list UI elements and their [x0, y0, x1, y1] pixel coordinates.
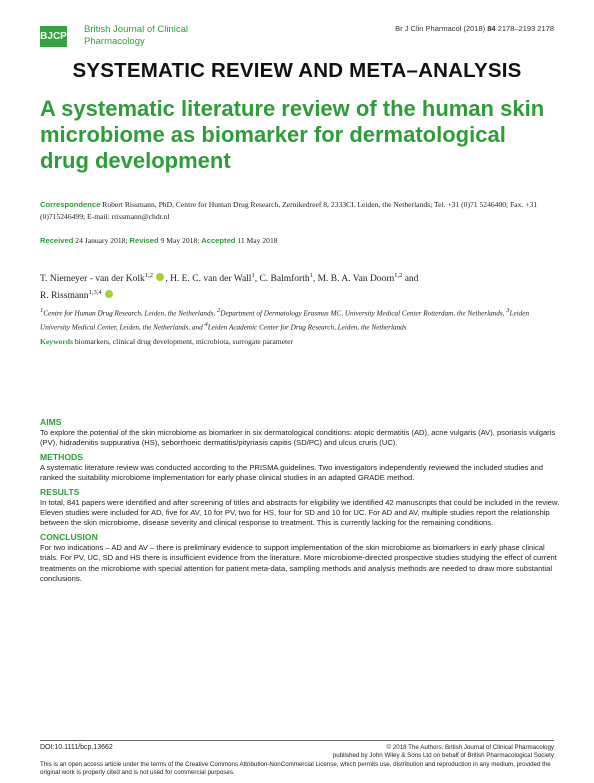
article-dates [40, 235, 560, 247]
page-range: 2178–2193 2178 [497, 24, 554, 33]
copyright-line2: published by John Wiley & Sons Ltd on behalf of British Pharmacological Society [332, 752, 554, 759]
page-header [40, 20, 554, 50]
received-date: 24 January 2018; [75, 236, 128, 245]
orcid-icon[interactable] [105, 290, 113, 298]
author-affiliation-sup: 1,2 [144, 272, 153, 279]
affiliation-text: Department of Dermatology Erasmus MC, University Medical Center Rotterdam, the Netherlands, [220, 309, 507, 318]
footer-divider [40, 740, 554, 741]
methods-heading: METHODS [40, 451, 83, 462]
accepted-date: 11 May 2018 [237, 236, 278, 245]
affiliation-number: 4 [204, 321, 208, 329]
journal-logo: BJCP [40, 26, 67, 47]
article-type-label: SYSTEMATIC REVIEW AND META–ANALYSIS [72, 59, 522, 82]
author-name: , H. E. C. van der Wall [165, 274, 252, 285]
article-title: A systematic literature review of the human skin microbiome as biomarker for dermatological drug development [40, 96, 545, 173]
affiliation-number: 2 [217, 307, 221, 314]
affiliation-text: Leiden Academic Center for Drug Research, Leiden, the Netherlands [207, 323, 407, 332]
affiliation-text: Leiden University Medical Center, Leiden, the Netherlands, and [40, 309, 530, 332]
revised-date: 9 May 2018; [160, 236, 200, 245]
author-affiliation-sup: 1 [309, 272, 313, 279]
copyright [333, 744, 554, 760]
author-name: , C. Balmforth [254, 274, 310, 285]
volume-number: 84 [487, 24, 496, 33]
accepted-label: Accepted [201, 236, 236, 245]
affiliation-number: 1 [40, 307, 44, 314]
doi-link[interactable]: DOI:10.1111/bcp.13662 [40, 744, 113, 751]
copyright-line1: © 2018 The Authors. British Journal of Clinical Pharmacology [386, 744, 554, 751]
correspondence-text: Robert Rissmann, PhD, Centre for Human Drug Research, Zernikedreef 8, 2333CL Leiden, the Netherlands; Tel. +31 (0)71 5246400; Fax. +31 (0)715246499; E-mail: rrissmann@chdr.nl [40, 200, 538, 221]
journal-name-line2: Pharmacology [84, 36, 145, 47]
orcid-icon[interactable] [156, 273, 164, 281]
correspondence-label: Correspondence [40, 200, 101, 209]
affiliation-number: 3 [506, 307, 510, 314]
keywords-label: Keywords [40, 337, 73, 346]
page-footer [40, 740, 554, 777]
author-conjunction: and [402, 274, 419, 285]
keywords [40, 337, 560, 346]
author-affiliation-sup: 1,3,4 [88, 289, 102, 297]
journal-name-line1: British Journal of Clinical [84, 24, 189, 35]
correspondence [40, 199, 560, 223]
methods-text: A systematic literature review was conducted according to the PRISMA guidelines. Two investigators independently reviewed the included studies and ranked the suitability microbiome implementation for early phase clinical studies in an adapted GRADE method. [40, 462, 544, 483]
conclusion-text: For two indications – AD and AV – there is preliminary evidence to support implementation of the skin microbiome as biomarkers in early phase clinical trials. For PV, UC, SD and HS there is insufficient evidence from the literature. More microbiome-directed prospective studies studying the effect of current treatments on the microbiome with special attention for patient meta-data, sampling methods and analysis methods are needed to draw more substantial conclusions. [40, 542, 557, 584]
author-affiliation-sup: 1,2 [394, 272, 403, 279]
author-list [40, 269, 560, 303]
author-affiliation-sup: 1 [251, 272, 255, 279]
keywords-text: biomarkers, clinical drug development, microbiota, surrogate parameter [74, 337, 294, 346]
running-head [395, 24, 554, 33]
received-label: Received [40, 236, 74, 245]
revised-label: Revised [129, 236, 159, 245]
citation-prefix: Br J Clin Pharmacol (2018) [395, 24, 486, 33]
author-name: , M. B. A. Van Doorn [312, 274, 395, 285]
aims-heading: AIMS [40, 417, 62, 427]
abstract [40, 415, 560, 587]
license-text: This is an open access article under the terms of the Creative Commons Attribution-NonCommercial License, which permits use, distribution and reproduction in any medium, provided the original work is properly cited and is not used for commercial purposes. [40, 761, 551, 776]
affiliations [40, 305, 560, 334]
journal-name [84, 24, 188, 48]
results-text: In total, 841 papers were identified and after screening of titles and abstracts for eligibility we identified 42 manuscripts that could be included in the review. Eleven studies were included for AD, five for AV, 10 for PV, two for HS, four for SD and 10 for UC. For AD and AV, multiple studies report the relationship between the skin microbiome, disease severity and clinical response to treatment. This is currently lacking for the remaining conditions. [40, 497, 560, 528]
author-name: T. Niemeyer - van der Kolk [40, 274, 145, 285]
results-heading: RESULTS [40, 486, 80, 497]
aims-text: To explore the potential of the skin microbiome as biomarker in six dermatological conditions: atopic dermatitis (AD), acne vulgaris (AV), psoriasis vulgaris (PV), hidradenitis suppurativa (HS), seborrhoeic dermatitis/pityriasis capitis (SD/PC) and ulcus cruris (UC). [40, 428, 556, 448]
conclusion-heading: CONCLUSION [40, 531, 98, 542]
affiliation-text: Centre for Human Drug Research, Leiden, the Netherlands, [43, 309, 217, 318]
author-name: R. Rissmann [40, 291, 89, 302]
